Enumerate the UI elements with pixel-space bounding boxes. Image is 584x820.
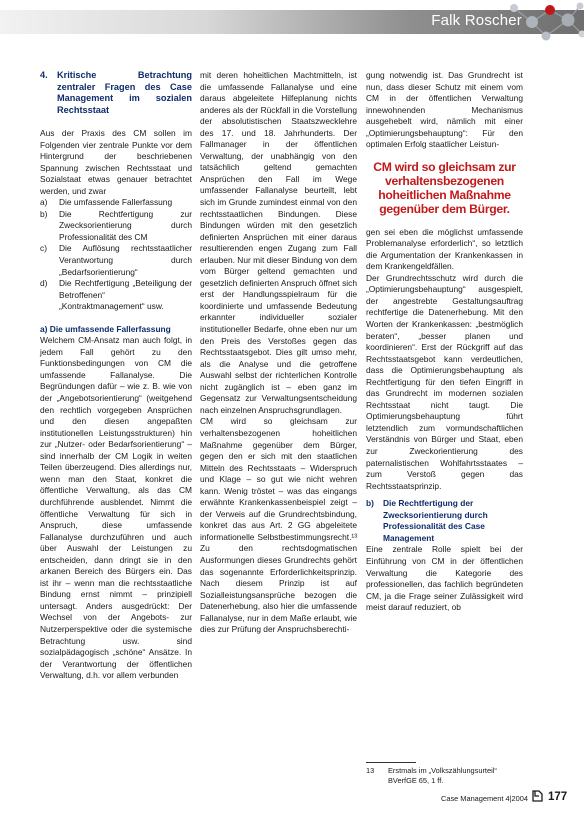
column-1: [40, 70, 192, 682]
subsection-b-number: b): [366, 498, 374, 509]
pull-quote: CM wird so gleichsam zur verhaltensbezogenen hoheitlichen Maßnahme gegenüber dem Bürger.: [373, 159, 516, 217]
subsection-a-paragraph: Welchem CM-Ansatz man auch folgt, in jedem Fall gehört zu den Funktionsbedingungen von CM die umfassende Fallanalyse. Die Begründungen dafür – wie z. B. wie von der „Angebotsorientierung“ (weitgehend den rechtlich vorgegeben Ansprüchen und den diesen angepaßten institutionellen Leistungsstrukturen) hin zur „Nutzer- oder Bedarfsorientierung“ – sind innerhalb der CM Logik in weiten Teilen überzeugend. Dies allerdings nur, wenn man den Staat, konkret die öffentliche Verwaltung, als das CM durchführende ausblendet. Nimmt die öffentliche Verwaltung für sich in Anspruch, diese umfassende Fallanalyse durchzuführen und auch über Auswahl der Leistungen zu entscheiden, dann dringt sie in den arkanen Bereich des Bürgers ein. Das ist ihr – wenn man die rechtsstaatliche Bindung ernst nimmt – prinzipiell untersagt. Anders ausgedrückt: Der Wechsel von der Angebots- zur Nutzerperspektive oder die systemische Betrachtung usw. sind sozialpädagogisch „schöne“ Ansätze. In der Verantwortung der öffentlichen Verwaltung, d.h. vor allem verbunden: [40, 335, 192, 681]
subsection-b-title: Die Rechtfertigung der Zwecksorientierung durch Professionalität des Case Management: [383, 498, 488, 543]
body-paragraph: gen sei eben die möglichst umfassende Problemanalyse erforderlich“, so letztlich die Argumentation der Krankenkassen in dem Krankengeldfällen.: [366, 226, 523, 272]
footnote-number: 13: [366, 766, 375, 775]
subsection-b-paragraph: Eine zentrale Rolle spielt bei der Einführung von CM in der öffentlichen Verwaltung die Kategorie des professionellen, das fachlich begründeten CM, ja die Frage seiner Zulässigkeit wird meist darauf reduziert, ob: [366, 544, 523, 613]
footnote-text: Erstmals im „Volkszählungsurteil“ BVerfGE 65, 1 ff.: [388, 766, 497, 785]
body-paragraph: Der Grundrechtsschutz wird durch die „Optimierungsbehauptung“ ausgespielt, der angestrebte Gestaltungsauftrag rechtfertige die Datenerhebung. Mit den Worten der Krankenkassen: „bestmöglich beraten“, „besser planen und koordinieren“. Erst der Rückgriff auf das Rechtsstaatsgebot kann verdeutlichen, dass die Optimierungsbehauptung als Rechtfertigung für den tiefen Eingriff in das Grundrecht im modernen sozialen Rechtsstaat nicht taugt. Die Optimierungsbehauptung führt letztendlich zum vormundschaftlichen Verständnis von Bürger und Staat, eben zur Zweckorientierung des paternalistischen Wohlfahrtsstaates – zum Verstoß gegen das Rechtsstaatsprinzip.: [366, 272, 523, 491]
list-item: [40, 243, 192, 278]
section-number: 4.: [40, 70, 48, 80]
list-item: [40, 209, 192, 244]
list-item: [40, 278, 192, 313]
list-item-label: b): [40, 208, 48, 219]
molecule-graphic-icon: [494, 0, 584, 44]
list-item-label: d): [40, 278, 48, 289]
column-3: [366, 70, 523, 614]
list-item-text: Die Auflösung rechtsstaatlicher Verantwortung durch „Bedarfsorientierung“: [59, 243, 192, 277]
subsection-b-heading: [366, 498, 523, 544]
page-corner-icon: [532, 790, 543, 802]
intro-paragraph: Aus der Praxis des CM sollen im Folgenden vier zentrale Punkte vor dem Hintergrund der beschriebenen Spannung zwischen Rechtsstaat und Sozialstaat etwas genauer betrachtet werden, und zwar: [40, 128, 192, 196]
body-paragraph: gung notwendig ist. Das Grundrecht ist nun, dass dieser Schutz mit einem vom CM in der öffentlichen Verwaltung innewohnenden Mechanismus ausgehebelt wird, nämlich mit einer „Optimierungsbehauptung“: Für den optimalen Erfolg staatlicher Leistun-: [366, 70, 523, 150]
footnote-divider: [366, 762, 416, 763]
list-item: [40, 197, 192, 209]
list-item-label: c): [40, 243, 47, 254]
footnote: [366, 766, 523, 785]
footer-magazine: Case Management 4|2004: [441, 794, 528, 803]
section-title: Kritische Betrachtung zentraler Fragen des Case Management im sozialen Rechtsstaat: [57, 70, 192, 115]
page-number: 177: [548, 791, 568, 803]
column-2: [200, 70, 357, 636]
subsection-a-heading: a) Die umfassende Fallerfassung: [40, 323, 171, 334]
list-item-label: a): [40, 197, 48, 208]
section-heading: [40, 70, 192, 116]
list-item-text: Die Rechtfertigung „Beteiligung der Betroffenen“ „Kontraktmanagement“ usw.: [59, 278, 192, 312]
list-item-text: Die Rechtfertigung zur Zwecksorientierung durch Professionalität des CM: [59, 208, 192, 242]
body-paragraph: mit deren hoheitlichen Machtmitteln, ist die umfassende Fallanalyse und eine daraus abgeleitete Hilfeplanung nichts anderes als der Rückfall in die Vorstellung der absolutistischen Staatszwecklehre des 17. und 18. Jahrhunderts. Der Fallmanager in der öffentlichen Verwaltung, der unabhängig von den tatsächlich geltend gemachten Ansprüchen den Fall im Wege umfassender Fallanalyse beurteilt, lebt sich im Grunde zumindest einmal von den rechtsstaatlichen Bindungen. Diese Bindungen würden mit den gesetzlich definierten Ansprüchen mit einer daraus resultierenden engen Zugang zum Fall erlauben. Nur mit dieser Bindung von dem vom Bürger geltend gemachten und gesetzlich definierten Anspruch öffnet sich erst der Handlungsspielraum für die koordinierte und umfassende Bedeutung erkannter individueller sozialer institutioneller Bedarfe, ohne eben nur um den Preis des Verstoßes gegen das Rechtsstaatsgebot. Dies gilt umso mehr, als die Analyse und die getroffene Auswahl selbst der richterlichen Kontrolle nicht zugänglich ist – eben ganz im Gegensatz zur Verwaltungsentscheidung nach einzelnen Anspruchsgrundlagen.: [200, 70, 357, 415]
author-name: Falk Roscher: [431, 12, 522, 29]
body-paragraph: CM wird so gleichsam zur verhaltensbezogenen hoheitlichen Maßnahme gegenüber dem Bürger, gegen den er sich mit den staatlichen Mitteln des Rechtsstaats – Widerspruch und Klage – so gut wie nicht wehren kann. Wenig tröstet – was das eingangs erwähnte Krankenkassenbeispiel zeigt – der Verweis auf die Grundrechtsbindung, konkret das aus Art. 2 GG abgeleitete informationelle Selbstbestimmungsrecht.¹³ Zu den rechtsdogmatischen Ausformungen dieses Grundrechts gehört das sogenannte Erforderlichkeitsprinzip. Nach diesem Prinzip ist auf Sozialleistungsansprüche bezogen die Datenerhebung, also hier die umfassende Fallanalyse, nur in dem Maße erlaubt, wie dies zur Prüfung der Anspruchsberechti-: [200, 416, 357, 635]
list-item-text: Die umfassende Fallerfassung: [59, 197, 173, 208]
